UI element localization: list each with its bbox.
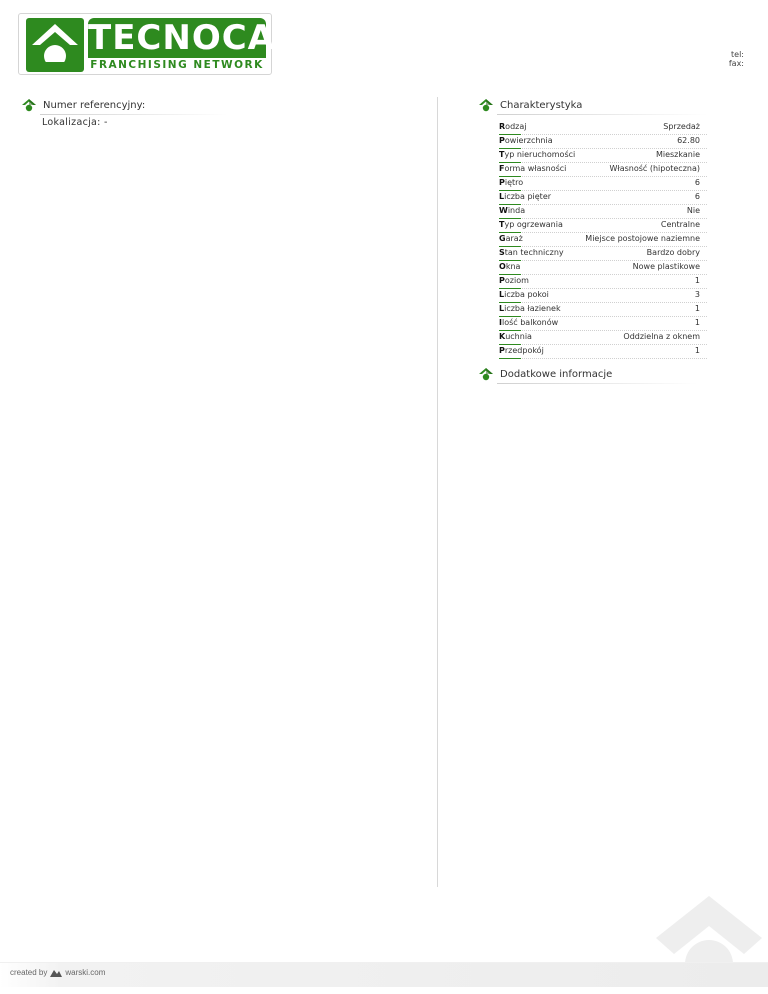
created-by-label: created by — [10, 968, 48, 977]
additional-title: Dodatkowe informacje — [500, 368, 613, 380]
house-roof-icon — [478, 367, 494, 381]
characteristic-value: 1 — [694, 276, 700, 285]
characteristic-label: Winda — [499, 206, 526, 215]
ref-section-header — [21, 98, 145, 112]
characteristic-row — [499, 149, 707, 163]
characteristic-value: 3 — [694, 290, 700, 299]
characteristic-value: 6 — [694, 178, 700, 187]
characteristic-row — [499, 177, 707, 191]
characteristic-row — [499, 303, 707, 317]
characteristic-value: Własność (hipoteczna) — [609, 164, 700, 173]
logo-brand: TECNOCASA — [88, 18, 328, 58]
characteristic-row — [499, 233, 707, 247]
characteristic-value: Miejsce postojowe naziemne — [585, 234, 700, 243]
characteristic-row — [499, 317, 707, 331]
characteristics-table — [499, 121, 707, 359]
characteristic-row — [499, 205, 707, 219]
characteristic-row — [499, 135, 707, 149]
characteristic-row — [499, 219, 707, 233]
characteristic-row — [499, 289, 707, 303]
characteristic-value: Mieszkanie — [655, 150, 700, 159]
characteristic-value: 1 — [694, 318, 700, 327]
characteristic-row — [499, 331, 707, 345]
tel-label: tel: — [731, 50, 744, 59]
characteristics-title: Charakterystyka — [500, 99, 583, 111]
characteristic-value: Bardzo dobry — [646, 248, 700, 257]
logo-badge — [26, 18, 84, 72]
characteristic-label: Powierzchnia — [499, 136, 553, 145]
characteristic-label: Ilość balkonów — [499, 318, 559, 327]
logo-tagline: FRANCHISING NETWORK — [90, 59, 264, 71]
characteristic-label: Typ ogrzewania — [499, 220, 563, 229]
tecnocasa-logo — [18, 13, 328, 75]
location-text: Lokalizacja: - — [42, 117, 108, 128]
characteristic-label: Przedpokój — [499, 346, 544, 355]
characteristic-label: Rodzaj — [499, 122, 527, 131]
characteristic-label: Stan techniczny — [499, 248, 564, 257]
warski-logo-icon — [50, 968, 62, 977]
characteristic-value: 6 — [694, 192, 700, 201]
house-roof-icon — [21, 98, 37, 112]
characteristic-label: Garaż — [499, 234, 523, 243]
characteristics-header — [478, 98, 582, 112]
characteristic-row — [499, 261, 707, 275]
footer-bar — [0, 962, 768, 987]
characteristic-row — [499, 163, 707, 177]
characteristic-value: Sprzedaż — [663, 122, 700, 131]
house-roof-icon — [26, 18, 84, 72]
characteristic-value: Nowe plastikowe — [632, 262, 700, 271]
additional-header — [478, 367, 612, 381]
site-link[interactable]: warski.com — [65, 968, 106, 977]
characteristic-value: Oddzielna z oknem — [623, 332, 700, 341]
characteristic-label: Liczba pięter — [499, 192, 552, 201]
characteristic-label: Piętro — [499, 178, 524, 187]
characteristic-label: Typ nieruchomości — [499, 150, 576, 159]
characteristic-label: Okna — [499, 262, 521, 271]
characteristic-row — [499, 121, 707, 135]
characteristic-row — [499, 275, 707, 289]
column-divider — [437, 97, 438, 887]
house-roof-icon — [478, 98, 494, 112]
characteristic-label: Liczba pokoi — [499, 290, 549, 299]
contact-info — [729, 50, 744, 68]
characteristic-value: 1 — [694, 346, 700, 355]
characteristic-value: Nie — [686, 206, 700, 215]
characteristic-row — [499, 247, 707, 261]
fax-label: fax: — [728, 59, 744, 68]
characteristic-value: Centralne — [660, 220, 700, 229]
ref-title: Numer referencyjny: — [43, 99, 146, 111]
characteristic-value: 62.80 — [677, 136, 700, 145]
characteristic-label: Kuchnia — [499, 332, 532, 341]
characteristic-row — [499, 345, 707, 359]
footer-credit[interactable] — [10, 968, 105, 977]
additional-underline — [497, 383, 697, 384]
ref-underline — [40, 114, 228, 115]
characteristic-label: Forma własności — [499, 164, 567, 173]
characteristic-value: 1 — [694, 304, 700, 313]
characteristic-label: Liczba łazienek — [499, 304, 561, 313]
characteristic-row — [499, 191, 707, 205]
characteristics-underline — [497, 114, 707, 115]
characteristic-label: Poziom — [499, 276, 529, 285]
